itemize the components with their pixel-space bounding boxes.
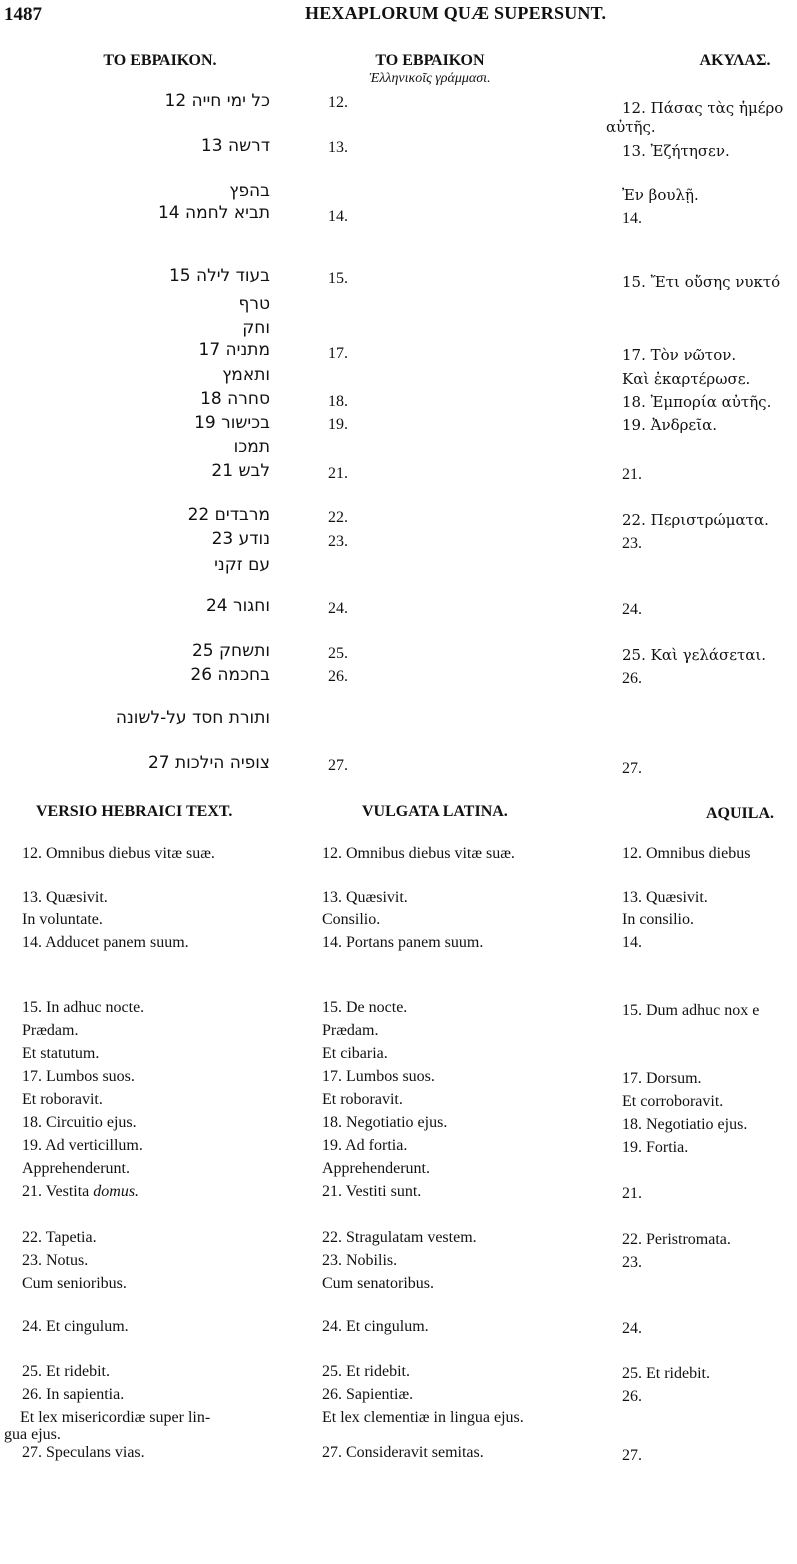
hebrew-line: בעוד לילה 15 <box>168 266 270 286</box>
aquila-greek-line: 23. <box>622 535 642 552</box>
vulgata-line: Consilio. <box>322 911 381 928</box>
aquila-greek-line: 19. Ἀνδρεῖα. <box>622 416 717 434</box>
hebrew-line: ותאמץ <box>222 365 270 385</box>
versio-line: 23. Notus. <box>22 1252 89 1269</box>
aquila-latin-line: 23. <box>622 1254 642 1271</box>
translit-line: 22. <box>328 509 348 526</box>
page-number: 1487 <box>4 4 42 25</box>
aquila-latin-line: 17. Dorsum. <box>622 1070 702 1087</box>
aquila-greek-line: 14. <box>622 210 642 227</box>
aquila-greek-line: 21. <box>622 466 642 483</box>
versio-line: Et statutum. <box>22 1045 100 1062</box>
vulgata-line: Et lex clementiæ in lingua ejus. <box>322 1409 524 1426</box>
versio-line: 27. Speculans vias. <box>22 1444 145 1461</box>
translit-line: 21. <box>328 465 348 482</box>
translit-line: 12. <box>328 94 348 111</box>
versio-line: 17. Lumbos suos. <box>22 1068 135 1085</box>
aquila-greek-line: 18. Ἐμπορία αὐτῆς. <box>622 393 772 411</box>
versio-line: 15. In adhuc nocte. <box>22 999 145 1016</box>
aquila-latin-line: 15. Dum adhuc nox e <box>622 1002 760 1019</box>
aquila-latin-line: 25. Et ridebit. <box>622 1365 710 1382</box>
versio-line: 19. Ad verticillum. <box>22 1137 143 1154</box>
aquila-greek-line: 27. <box>622 760 642 777</box>
versio-line: Prædam. <box>22 1022 79 1039</box>
vulgata-line: 21. Vestiti sunt. <box>322 1183 422 1200</box>
translit-line: 17. <box>328 345 348 362</box>
aquila-latin-line: 12. Omnibus diebus <box>622 845 751 862</box>
running-title: HEXAPLORUM QUÆ SUPERSUNT. <box>305 3 607 23</box>
versio-line: 24. Et cingulum. <box>22 1318 129 1335</box>
vulgata-line: 13. Quæsivit. <box>322 889 408 906</box>
vulgata-line: 14. Portans panem suum. <box>322 934 484 951</box>
hebrew-line: מרבדים 22 <box>187 505 270 525</box>
translit-line: 15. <box>328 270 348 287</box>
header-aquila-greek: ΑΚΥΛΑΣ. <box>699 52 771 69</box>
translit-line: 19. <box>328 416 348 433</box>
aquila-latin-line: 26. <box>622 1388 642 1405</box>
aquila-greek-line: 13. Ἐζήτησεν. <box>622 142 730 160</box>
vulgata-line: Prædam. <box>322 1022 379 1039</box>
hebrew-line: בהפץ <box>229 181 270 201</box>
vulgata-line: 27. Consideravit semitas. <box>322 1444 484 1461</box>
aquila-greek-line: Καὶ ἐκαρτέρωσε. <box>622 370 751 388</box>
vulgata-line: 22. Stragulatam vestem. <box>322 1229 477 1246</box>
translit-line: 26. <box>328 668 348 685</box>
vulgata-line: 17. Lumbos suos. <box>322 1068 435 1085</box>
versio-line: Et roboravit. <box>22 1091 103 1108</box>
header-vulgata: VULGATA LATINA. <box>362 803 508 820</box>
hebrew-line: נודע 23 <box>211 529 270 549</box>
hebrew-line: צופיה הילכות 27 <box>147 753 270 773</box>
aquila-greek-line: 25. Καὶ γελάσεται. <box>622 646 767 664</box>
vulgata-line: 26. Sapientiæ. <box>322 1386 414 1403</box>
versio-line: 26. In sapientia. <box>22 1386 125 1403</box>
translit-line: 18. <box>328 393 348 410</box>
aquila-greek-line: 24. <box>622 601 642 618</box>
header-versio: VERSIO HEBRAICI TEXT. <box>36 803 233 820</box>
aquila-greek-line: Ἐν βουλῇ. <box>622 186 699 204</box>
vulgata-line: 15. De nocte. <box>322 999 408 1016</box>
translit-line: 27. <box>328 757 348 774</box>
hebrew-line: תביא לחמה 14 <box>157 203 270 223</box>
hebrew-line: תמכו <box>233 437 270 457</box>
vulgata-line: Apprehenderunt. <box>322 1160 430 1177</box>
header-transliterated: ΤΟ ΕΒΡΑΙΚΟΝ <box>375 52 485 69</box>
aquila-latin-line: In consilio. <box>622 911 694 928</box>
translit-line: 24. <box>328 600 348 617</box>
hebrew-line: לבש 21 <box>211 461 270 481</box>
versio-line: gua ejus. <box>4 1426 61 1443</box>
versio-line: Apprehenderunt. <box>22 1160 130 1177</box>
aquila-greek-line: 12. Πάσας τὰς ἡμέρο <box>622 99 784 117</box>
header-hebrew: ΤΟ ΕΒΡΑΙΚΟΝ. <box>103 52 217 69</box>
hebrew-line: בחכמה 26 <box>190 665 270 685</box>
aquila-latin-line: 18. Negotiatio ejus. <box>622 1116 748 1133</box>
hebrew-line: וחגור 24 <box>205 596 270 616</box>
aquila-latin-line: Et corroboravit. <box>622 1093 724 1110</box>
vulgata-line: 25. Et ridebit. <box>322 1363 410 1380</box>
hebrew-line: כל ימי חייה 12 <box>164 91 270 111</box>
header-transliterated-sub: Ἑλληνικοῖς γράμμασι. <box>369 71 491 86</box>
translit-line: 23. <box>328 533 348 550</box>
hebrew-line: ותשחק 25 <box>191 641 270 661</box>
versio-line: Cum senioribus. <box>22 1275 127 1292</box>
aquila-greek-line: 26. <box>622 670 642 687</box>
aquila-latin-line: 14. <box>622 934 642 951</box>
hebrew-line: מתניה 17 <box>198 340 270 360</box>
aquila-greek-line: 15. Ἔτι οὔσης νυκτό <box>622 273 781 291</box>
aquila-latin-line: 21. <box>622 1185 642 1202</box>
aquila-greek-line: 17. Τὸν νῶτον. <box>622 346 737 364</box>
hebrew-line: דרשה 13 <box>200 136 270 156</box>
versio-line: Et lex misericordiæ super lin- <box>20 1409 211 1426</box>
versio-line: 25. Et ridebit. <box>22 1363 110 1380</box>
hebrew-line: סחרה 18 <box>200 389 270 409</box>
aquila-latin-line: 13. Quæsivit. <box>622 889 708 906</box>
translit-line: 25. <box>328 645 348 662</box>
hebrew-line: טרף <box>238 294 270 314</box>
vulgata-line: Et cibaria. <box>322 1045 388 1062</box>
hebrew-line: ותורת חסד על-לשונה <box>115 708 270 728</box>
vulgata-line: 23. Nobilis. <box>322 1252 398 1269</box>
aquila-latin-line: 22. Peristromata. <box>622 1231 731 1248</box>
vulgata-line: 19. Ad fortia. <box>322 1137 408 1154</box>
versio-line: 12. Omnibus diebus vitæ suæ. <box>22 845 215 862</box>
header-aquila-latin: AQUILA. <box>706 805 775 822</box>
versio-line: In voluntate. <box>22 911 103 928</box>
versio-line <box>22 1183 139 1201</box>
vulgata-line: 12. Omnibus diebus vitæ suæ. <box>322 845 515 862</box>
aquila-latin-line: 24. <box>622 1320 642 1337</box>
hebrew-line: וחק <box>242 318 270 338</box>
versio-line-italic: domus. <box>93 1183 140 1200</box>
aquila-latin-line: 27. <box>622 1447 642 1464</box>
aquila-greek-line: αὐτῆς. <box>606 118 656 136</box>
translit-line: 14. <box>328 208 348 225</box>
versio-line-text: 21. Vestita <box>22 1183 90 1200</box>
translit-line: 13. <box>328 139 348 156</box>
vulgata-line: 24. Et cingulum. <box>322 1318 429 1335</box>
vulgata-line: 18. Negotiatio ejus. <box>322 1114 448 1131</box>
versio-line: 13. Quæsivit. <box>22 889 108 906</box>
hebrew-line: בכישור 19 <box>194 413 270 433</box>
hebrew-line: עם זקני <box>214 555 270 575</box>
aquila-latin-line: 19. Fortia. <box>622 1139 689 1156</box>
vulgata-line: Cum senatoribus. <box>322 1275 434 1292</box>
versio-line: 14. Adducet panem suum. <box>22 934 189 951</box>
aquila-greek-line: 22. Περιστρώματα. <box>622 511 769 529</box>
versio-line: 22. Tapetia. <box>22 1229 97 1246</box>
versio-line: 18. Circuitio ejus. <box>22 1114 137 1131</box>
vulgata-line: Et roboravit. <box>322 1091 403 1108</box>
